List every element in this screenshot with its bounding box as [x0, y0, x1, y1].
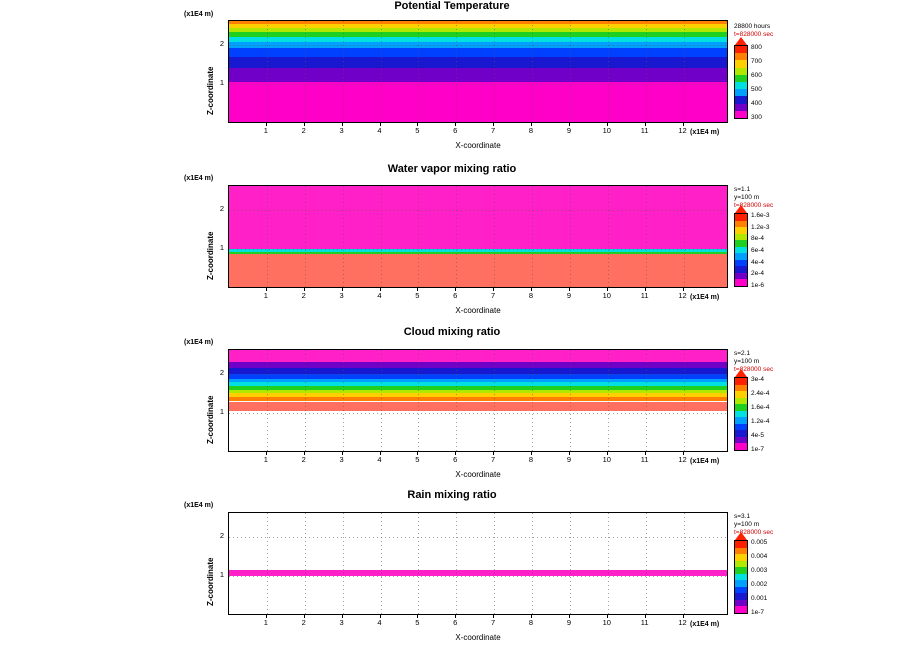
x-tick-mark [531, 123, 532, 126]
gridline-vertical [532, 21, 533, 122]
gridline-horizontal [229, 249, 727, 250]
x-tick-mark [342, 615, 343, 618]
gridline-horizontal [229, 537, 727, 538]
x-tick-label: 3 [339, 126, 344, 135]
x-tick-label: 10 [602, 455, 611, 464]
x-tick-mark [266, 615, 267, 618]
gridline-vertical [532, 186, 533, 287]
colorbar-label: 0.003 [751, 567, 768, 574]
gridline-vertical [305, 21, 306, 122]
gridline-vertical [570, 350, 571, 451]
colorbar-label: 700 [751, 58, 762, 65]
x-tick-label: 8 [528, 126, 534, 135]
x-tick-label: 2 [301, 618, 306, 627]
gridline-vertical [267, 186, 268, 287]
x-tick-mark [569, 452, 570, 455]
x-tick-mark [380, 288, 381, 291]
x-tick-label: 7 [491, 455, 496, 464]
x-tick-mark [569, 123, 570, 126]
plot-area [228, 349, 728, 452]
gridline-vertical [570, 186, 571, 287]
colorbar-segment [735, 111, 747, 118]
colorbar-label: 600 [751, 72, 762, 79]
colorbar-label: 1.2e-3 [751, 223, 770, 231]
colorbar-segment [735, 548, 747, 555]
x-tick-mark [683, 123, 684, 126]
colorbar-segment [735, 430, 747, 437]
y-tick-label: 1 [219, 570, 224, 580]
gridline-vertical [570, 21, 571, 122]
gridline-vertical [456, 21, 457, 122]
x-tick-label: 2 [301, 291, 306, 300]
chart-title: Water vapor mixing ratio [387, 163, 517, 175]
gridline-vertical [343, 21, 344, 122]
gridline-vertical [418, 513, 419, 614]
x-tick-label: 8 [528, 291, 534, 300]
x-tick-mark [569, 288, 570, 291]
x-tick-label: 6 [453, 291, 458, 300]
gridline-vertical [456, 186, 457, 287]
gridline-vertical [267, 21, 268, 122]
gridline-vertical [684, 21, 685, 122]
x-tick-label: 3 [339, 618, 344, 627]
y-axis-label: Z-coordinate [206, 557, 215, 606]
gridline-vertical [305, 350, 306, 451]
colorbar-label: 6e-4 [751, 247, 765, 254]
plot-area [228, 20, 728, 123]
contour-band [229, 186, 727, 249]
x-tick-label: 4 [377, 455, 382, 464]
gridline-horizontal [229, 413, 727, 414]
colorbar-segment [735, 411, 747, 418]
x-tick-mark [417, 288, 418, 291]
contour-band [229, 28, 727, 32]
plot-area [228, 512, 728, 615]
x-axis-label: X-coordinate [455, 306, 501, 315]
colorbar-segment [735, 104, 747, 111]
colorbar-segment [735, 68, 747, 75]
gridline-vertical [305, 186, 306, 287]
x-axis-label: X-coordinate [455, 633, 501, 642]
colorbar-top-arrow [735, 205, 747, 213]
gridline-vertical [456, 513, 457, 614]
colorbar-label: 1e-7 [751, 609, 765, 616]
x-tick-mark [342, 123, 343, 126]
chart-title: Potential Temperature [394, 0, 510, 12]
gridline-vertical [418, 21, 419, 122]
x-tick-label: 9 [566, 455, 571, 464]
gridline-vertical [494, 350, 495, 451]
gridline-vertical [684, 186, 685, 287]
colorbar-top-arrow [735, 532, 747, 540]
colorbar-segment [735, 89, 747, 96]
colorbar-segment [735, 247, 747, 254]
x-tick-mark [493, 615, 494, 618]
x-tick-mark [645, 452, 646, 455]
y-unit-top: (x1E4 m) [184, 339, 214, 346]
gridline-vertical [343, 513, 344, 614]
x-tick-mark [607, 123, 608, 126]
colorbar-label: 4e-5 [751, 432, 765, 439]
contour-band [229, 254, 727, 288]
gridline-vertical [608, 186, 609, 287]
x-tick-mark [683, 615, 684, 618]
annotation-0: s=1.1 [734, 186, 751, 193]
chart-title: Cloud mixing ratio [403, 326, 501, 338]
gridline-vertical [381, 21, 382, 122]
y-axis-label: Z-coordinate [206, 231, 215, 280]
x-tick-label: 7 [491, 291, 496, 300]
gridline-vertical [684, 350, 685, 451]
colorbar-label: 1e-6 [751, 282, 765, 289]
x-axis-label: X-coordinate [455, 141, 501, 150]
contour-band [229, 24, 727, 28]
gridline-vertical [456, 350, 457, 451]
x-tick-label: 4 [377, 618, 382, 627]
x-tick-label: 2 [301, 455, 306, 464]
gridline-vertical [305, 513, 306, 614]
gridline-vertical [494, 186, 495, 287]
chart-title: Rain mixing ratio [407, 489, 497, 501]
colorbar-label: 2.4e-4 [751, 390, 770, 397]
x-tick-mark [342, 288, 343, 291]
colorbar-segment [735, 266, 747, 273]
colorbar-label: 1.6e-4 [751, 404, 770, 411]
x-tick-mark [531, 452, 532, 455]
annotation-0: 28800 hours [734, 23, 771, 30]
x-tick-mark [493, 123, 494, 126]
colorbar-segment [735, 221, 747, 228]
annotation-1: y=100 m [734, 358, 760, 365]
colorbar-segment [735, 587, 747, 594]
contour-band [229, 21, 727, 24]
x-tick-label: 10 [602, 618, 611, 627]
x-tick-label: 10 [602, 291, 611, 300]
gridline-horizontal [229, 374, 727, 375]
colorbar-segment [735, 273, 747, 280]
contour-band [229, 570, 727, 576]
colorbar [734, 539, 768, 616]
x-tick-label: 2 [301, 126, 306, 135]
colorbar-segment [735, 46, 747, 53]
colorbar-top-arrow [735, 369, 747, 377]
plot-area [228, 185, 728, 288]
x-tick-mark [607, 288, 608, 291]
colorbar-segment [735, 398, 747, 405]
x-tick-label: 6 [453, 455, 458, 464]
annotation-1: y=100 m [734, 194, 760, 201]
x-tick-label: 9 [566, 126, 571, 135]
y-unit-top: (x1E4 m) [184, 502, 214, 509]
x-tick-label: 12 [678, 126, 687, 135]
gridline-horizontal [229, 210, 727, 211]
x-tick-mark [569, 615, 570, 618]
x-tick-mark [304, 615, 305, 618]
contour-band [229, 48, 727, 57]
colorbar-label: 8e-4 [751, 235, 765, 243]
x-tick-label: 5 [415, 291, 420, 300]
y-unit-top: (x1E4 m) [184, 175, 214, 182]
y-axis-label: Z-coordinate [206, 66, 215, 115]
colorbar-segment [735, 279, 747, 286]
colorbar-segment [735, 404, 747, 411]
colorbar-segment [735, 443, 747, 450]
annotation-2: t=828000 sec [734, 366, 774, 373]
x-tick-label: 12 [678, 618, 687, 627]
x-tick-label: 5 [415, 126, 420, 135]
colorbar-segment [735, 606, 747, 613]
colorbar-segment [735, 253, 747, 260]
x-tick-label: 5 [415, 455, 420, 464]
colorbar-segment [735, 378, 747, 385]
gridline-vertical [684, 513, 685, 614]
colorbar-segment [735, 53, 747, 60]
x-tick-mark [380, 452, 381, 455]
x-tick-label: 12 [678, 291, 687, 300]
colorbar [734, 376, 770, 453]
x-tick-label: 7 [491, 126, 496, 135]
gridline-vertical [418, 350, 419, 451]
colorbar-segment [735, 82, 747, 89]
colorbar-segment [735, 60, 747, 67]
gridline-vertical [646, 513, 647, 614]
gridline-horizontal [229, 84, 727, 85]
colorbar-label: 400 [751, 100, 762, 107]
y-tick-label: 1 [219, 407, 224, 417]
x-tick-label: 4 [377, 291, 382, 300]
colorbar-segment [735, 424, 747, 431]
x-tick-label: 12 [678, 455, 687, 464]
colorbar-segment [735, 561, 747, 568]
x-tick-mark [683, 452, 684, 455]
annotation-0: s=3.1 [734, 513, 751, 520]
x-tick-mark [645, 288, 646, 291]
x-tick-label: 5 [415, 618, 420, 627]
x-tick-mark [531, 615, 532, 618]
colorbar-segment [735, 214, 747, 221]
x-tick-mark [607, 615, 608, 618]
y-tick-label: 1 [219, 78, 224, 88]
x-tick-label: 11 [640, 291, 649, 300]
gridline-vertical [608, 350, 609, 451]
x-tick-mark [645, 123, 646, 126]
x-tick-label: 11 [640, 618, 649, 627]
contour-band [229, 32, 727, 37]
y-tick-label: 2 [219, 367, 224, 377]
colorbar-label: 800 [751, 44, 762, 51]
colorbar-label: 300 [751, 114, 762, 121]
colorbar-label: 500 [751, 86, 762, 93]
contour-band [229, 82, 727, 123]
y-unit-top: (x1E4 m) [184, 11, 214, 18]
x-tick-mark [645, 615, 646, 618]
x-tick-mark [455, 452, 456, 455]
x-tick-mark [304, 452, 305, 455]
x-tick-mark [417, 615, 418, 618]
colorbar-label: 0.005 [751, 539, 768, 546]
gridline-vertical [381, 513, 382, 614]
gridline-vertical [418, 186, 419, 287]
gridline-vertical [570, 513, 571, 614]
x-tick-mark [607, 452, 608, 455]
colorbar-label: 1.2e-4 [751, 418, 770, 425]
x-tick-label: 11 [640, 455, 649, 464]
gridline-vertical [343, 350, 344, 451]
colorbar-segment [735, 385, 747, 392]
x-tick-mark [380, 615, 381, 618]
colorbar-segment [735, 554, 747, 561]
annotation-1: y=100 m [734, 521, 760, 528]
colorbar-top-arrow [735, 37, 747, 45]
gridline-vertical [494, 513, 495, 614]
x-tick-mark [493, 452, 494, 455]
x-tick-mark [417, 452, 418, 455]
x-tick-label: 11 [640, 126, 649, 135]
colorbar-label: 1e-7 [751, 446, 765, 453]
x-tick-mark [304, 288, 305, 291]
x-tick-label: 1 [263, 126, 268, 135]
x-tick-mark [493, 288, 494, 291]
x-tick-mark [266, 452, 267, 455]
colorbar-label: 0.004 [751, 553, 768, 560]
annotation-1: t=828000 sec [734, 31, 774, 38]
y-tick-label: 2 [219, 38, 224, 48]
gridline-vertical [646, 186, 647, 287]
x-unit-bottom: (x1E4 m) [690, 621, 720, 628]
gridline-vertical [494, 21, 495, 122]
colorbar-segment [735, 580, 747, 587]
gridline-vertical [532, 513, 533, 614]
colorbar-segment [735, 227, 747, 234]
gridline-vertical [381, 350, 382, 451]
colorbar-segment [735, 567, 747, 574]
contour-band [229, 57, 727, 68]
gridline-vertical [343, 186, 344, 287]
x-tick-mark [380, 123, 381, 126]
x-tick-label: 1 [263, 291, 268, 300]
x-tick-mark [417, 123, 418, 126]
x-tick-mark [531, 288, 532, 291]
x-tick-label: 10 [602, 126, 611, 135]
colorbar-segment [735, 574, 747, 581]
x-tick-label: 9 [566, 291, 571, 300]
gridline-vertical [646, 350, 647, 451]
contour-band [229, 402, 727, 412]
y-tick-label: 1 [219, 243, 224, 253]
x-tick-mark [455, 123, 456, 126]
colorbar-segment [735, 391, 747, 398]
gridline-vertical [267, 513, 268, 614]
colorbar-segment [735, 240, 747, 247]
colorbar [734, 44, 762, 121]
x-tick-mark [266, 123, 267, 126]
colorbar-segment [735, 437, 747, 444]
contour-band [229, 350, 727, 362]
colorbar-segment [735, 417, 747, 424]
colorbar-segment [735, 600, 747, 607]
gridline-vertical [646, 21, 647, 122]
colorbar-segment [735, 541, 747, 548]
x-tick-label: 8 [528, 455, 534, 464]
x-tick-mark [266, 288, 267, 291]
colorbar-segment [735, 96, 747, 103]
colorbar-label: 2e-4 [751, 270, 765, 278]
x-axis-label: X-coordinate [455, 470, 501, 479]
x-unit-bottom: (x1E4 m) [690, 294, 720, 301]
gridline-vertical [608, 21, 609, 122]
colorbar-segment [735, 75, 747, 82]
x-unit-bottom: (x1E4 m) [690, 129, 720, 136]
colorbar-label: 1.6e-3 [751, 212, 770, 219]
colorbar-label: 4e-4 [751, 258, 765, 266]
y-tick-label: 2 [219, 203, 224, 213]
gridline-vertical [532, 350, 533, 451]
colorbar-label: 3e-4 [751, 376, 765, 383]
gridline-vertical [267, 350, 268, 451]
gridline-horizontal [229, 576, 727, 577]
x-tick-mark [304, 123, 305, 126]
x-tick-mark [455, 615, 456, 618]
y-axis-label: Z-coordinate [206, 395, 215, 444]
x-tick-label: 6 [453, 126, 458, 135]
colorbar-segment [735, 260, 747, 267]
x-tick-label: 3 [339, 291, 344, 300]
contour-band [229, 37, 727, 42]
gridline-vertical [608, 513, 609, 614]
x-tick-label: 1 [263, 618, 268, 627]
x-tick-label: 8 [528, 618, 534, 627]
annotation-0: s=2.1 [734, 350, 751, 357]
y-tick-label: 2 [219, 530, 224, 540]
colorbar-label: 0.001 [751, 595, 768, 602]
colorbar-label: 0.002 [751, 581, 768, 588]
contour-band [229, 68, 727, 82]
x-tick-label: 3 [339, 455, 344, 464]
x-unit-bottom: (x1E4 m) [690, 458, 720, 465]
x-tick-mark [342, 452, 343, 455]
gridline-vertical [381, 186, 382, 287]
annotation-2: t=828000 sec [734, 529, 774, 536]
colorbar-segment [735, 593, 747, 600]
colorbar-segment [735, 234, 747, 241]
colorbar [734, 212, 770, 289]
x-tick-label: 6 [453, 618, 458, 627]
gridline-horizontal [229, 45, 727, 46]
x-tick-label: 7 [491, 618, 496, 627]
annotation-2: t=828000 sec [734, 202, 774, 209]
x-tick-mark [455, 288, 456, 291]
x-tick-label: 4 [377, 126, 382, 135]
x-tick-label: 9 [566, 618, 571, 627]
x-tick-mark [683, 288, 684, 291]
x-tick-label: 1 [263, 455, 268, 464]
